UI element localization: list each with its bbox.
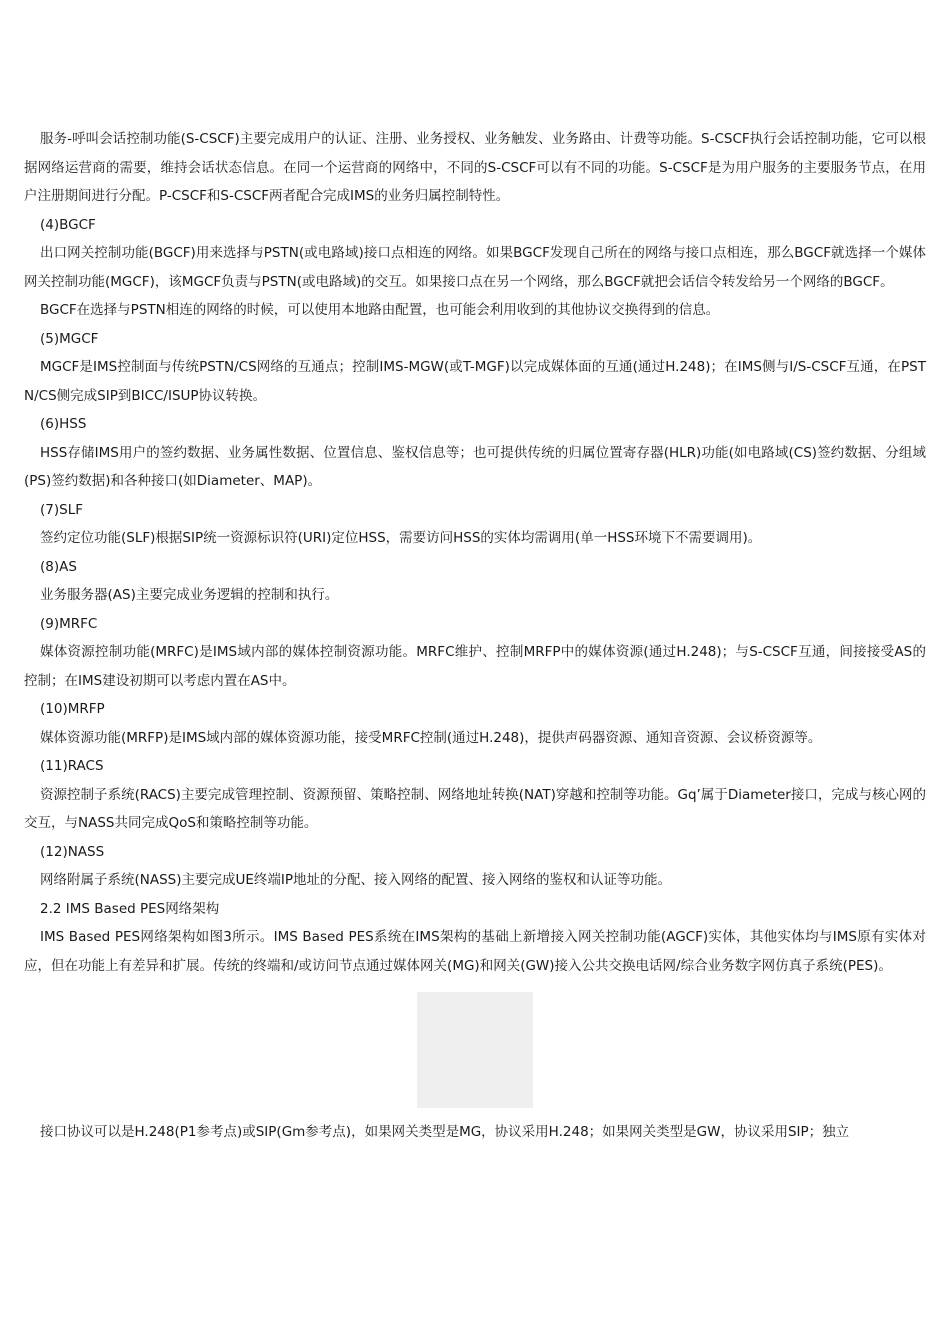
paragraph-s-cscf: 服务-呼叫会话控制功能(S-CSCF)主要完成用户的认证、注册、业务授权、业务触发、业务路由、计费等功能。S-CSCF执行会话控制功能，它可以根据网络运营商的需要，维持会话状态信息。在同一个运营商的网络中，不同的S-CSCF可以有不同的功能。S-CSCF是为用户服务的主要服务节点，在用户注册期间进行分配。P-CSCF和S-CSCF两者配合完成IMS的业务归属控制特性。 bbox=[24, 131, 926, 204]
section-heading-ims-based-pes: 2.2 IMS Based PES网络架构 bbox=[40, 900, 220, 917]
document-page bbox=[24, 125, 926, 1147]
paragraph-racs: 资源控制子系统(RACS)主要完成管理控制、资源预留、策略控制、网络地址转换(NAT)穿越和控制等功能。Gq’属于Diameter接口，完成与核心网的交互，与NASS共同完成QoS和策略控制等功能。 bbox=[24, 786, 926, 831]
figure-placeholder-image bbox=[417, 992, 533, 1108]
paragraph-bgcf: 出口网关控制功能(BGCF)用来选择与PSTN(或电路域)接口点相连的网络。如果BGCF发现自己所在的网络与接口点相连，那么BGCF就选择一个媒体网关控制功能(MGCF)，该MGCF负责与PSTN(或电路域)的交互。如果接口点在另一个网络，那么BGCF就把会话信令转发给另一个网络的BGCF。 bbox=[24, 245, 926, 290]
heading-racs: (11)RACS bbox=[40, 758, 104, 774]
paragraph-as: 业务服务器(AS)主要完成业务逻辑的控制和执行。 bbox=[40, 587, 339, 603]
body-text-bottom bbox=[24, 1118, 926, 1147]
paragraph-bgcf-routing: BGCF在选择与PSTN相连的网络的时候，可以使用本地路由配置，也可能会利用收到的其他协议交换得到的信息。 bbox=[40, 302, 720, 318]
heading-mgcf: (5)MGCF bbox=[40, 330, 99, 347]
paragraph-hss: HSS存储IMS用户的签约数据、业务属性数据、位置信息、鉴权信息等；也可提供传统的归属位置寄存器(HLR)功能(如电路域(CS)签约数据、分组域(PS)签约数据)和各种接口(如Diameter、MAP)。 bbox=[24, 444, 926, 489]
heading-as: (8)AS bbox=[40, 558, 77, 575]
heading-nass: (12)NASS bbox=[40, 843, 105, 860]
heading-slf: (7)SLF bbox=[40, 501, 83, 518]
paragraph-slf: 签约定位功能(SLF)根据SIP统一资源标识符(URI)定位HSS，需要访问HSS的实体均需调用(单一HSS环境下不需要调用)。 bbox=[40, 530, 762, 546]
paragraph-nass: 网络附属子系统(NASS)主要完成UE终端IP地址的分配、接入网络的配置、接入网络的鉴权和认证等功能。 bbox=[40, 872, 672, 888]
paragraph-mrfp: 媒体资源功能(MRFP)是IMS域内部的媒体资源功能，接受MRFC控制(通过H.248)，提供声码器资源、通知音资源、会议桥资源等。 bbox=[40, 729, 822, 746]
heading-mrfp: (10)MRFP bbox=[40, 701, 105, 717]
paragraph-ims-based-pes: IMS Based PES网络架构如图3所示。IMS Based PES系统在IMS架构的基础上新增接入网关控制功能(AGCF)实体，其他实体均与IMS原有实体对应，但在功能上有差异和扩展。传统的终端和/或访问节点通过媒体网关(MG)和网关(GW)接入公共交换电话网/综合业务数字网仿真子系统(PES)。 bbox=[24, 929, 926, 974]
paragraph-mrfc: 媒体资源控制功能(MRFC)是IMS域内部的媒体控制资源功能。MRFC维护、控制MRFP中的媒体资源(通过H.248)；与S-CSCF互通，间接接受AS的控制；在IMS建设初期可以考虑内置在AS中。 bbox=[24, 644, 926, 689]
heading-hss: (6)HSS bbox=[40, 416, 87, 432]
heading-mrfc: (9)MRFC bbox=[40, 615, 98, 632]
body-text-top bbox=[24, 125, 926, 980]
paragraph-mgcf: MGCF是IMS控制面与传统PSTN/CS网络的互通点；控制IMS-MGW(或T-MGF)以完成媒体面的互通(通过H.248)；在IMS侧与I/S-CSCF互通，在PSTN/CS侧完成SIP到BICC/ISUP协议转换。 bbox=[24, 359, 926, 404]
heading-bgcf: (4)BGCF bbox=[40, 216, 96, 233]
paragraph-interface-protocol: 接口协议可以是H.248(P1参考点)或SIP(Gm参考点)，如果网关类型是MG，协议采用H.248；如果网关类型是GW，协议采用SIP；独立 bbox=[40, 1124, 850, 1140]
